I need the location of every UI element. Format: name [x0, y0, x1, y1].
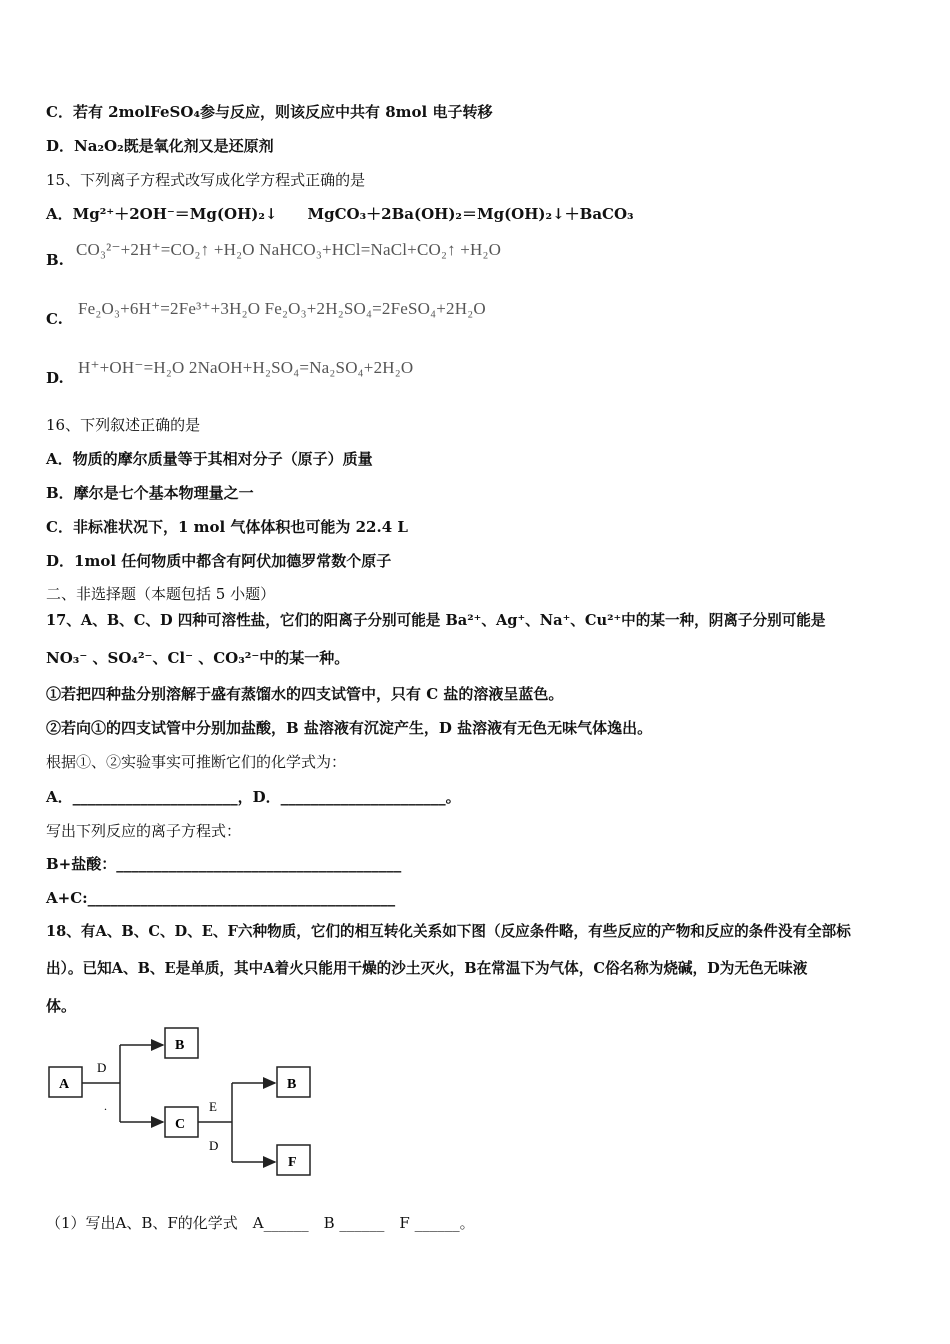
diagram-dot: .	[104, 1099, 107, 1113]
q17-instruction: 根据①、②实验事实可推断它们的化学式为：	[46, 753, 347, 771]
q17-statement-1: ①若把四种盐分别溶解于盛有蒸馏水的四支试管中，只有 C 盐的溶液呈蓝色。	[46, 685, 564, 703]
diagram-label-c: C	[175, 1117, 186, 1132]
diagram-label-b2: B	[287, 1077, 297, 1092]
q15-option-c-label: C.	[46, 310, 63, 328]
q18-subquestion-1[interactable]: （1）写出A、B、F的化学式 A______ B ______ F ______。	[46, 1214, 475, 1232]
q17-answer-blanks-a-d[interactable]: A．______________________，D．______________________。	[46, 788, 461, 806]
q15-option-d-equation: H⁺+OH⁻=H₂O 2NaOH+H₂SO₄=Na₂SO₄+2H₂O	[78, 358, 414, 377]
diagram-label-a: A	[59, 1077, 70, 1092]
diagram-label-b1: B	[175, 1038, 185, 1053]
q18-stem-line1: 18、有A、B、C、D、E、F六种物质，它们的相互转化关系如下图（反应条件略，有些反应的产物和反应的条件没有全部标	[46, 923, 851, 940]
diagram-arrow-label-d2: D	[209, 1138, 219, 1153]
q18-stem-line2: 出）。已知A、B、E是单质，其中A着火只能用干燥的沙土灭火，B在常温下为气体，C俗名称为烧碱，D为无色无味液	[46, 960, 808, 977]
q14-option-d: D．Na₂O₂既是氧化剂又是还原剂	[46, 137, 274, 155]
q17-stem-line1: 17、A、B、C、D 四种可溶性盐，它们的阳离子分别可能是 Ba²⁺、Ag⁺、Na⁺、Cu²⁺中的某一种，阴离子分别可能是	[46, 612, 826, 629]
diagram-arrow-label-d1: D	[97, 1060, 107, 1075]
q16-option-a: A．物质的摩尔质量等于其相对分子（原子）质量	[46, 450, 373, 468]
q17-blank-a-c[interactable]: A+C:_________________________________________	[46, 889, 396, 907]
q17-blank-b-hcl[interactable]: B+盐酸：______________________________________	[46, 855, 402, 873]
diagram-label-f: F	[288, 1155, 297, 1170]
q14-option-c: C．若有 2molFeSO₄参与反应，则该反应中共有 8mol 电子转移	[46, 103, 493, 121]
q18-conversion-diagram	[40, 1020, 330, 1185]
q15-option-d-label: D.	[46, 369, 64, 387]
q17-stem-line2: NO₃⁻ 、SO₄²⁻、Cl⁻ 、CO₃²⁻中的某一种。	[46, 649, 350, 667]
q15-option-a: A．Mg²⁺＋2OH⁻＝Mg(OH)₂↓ MgCO₃＋2Ba(OH)₂＝Mg(OH)₂↓＋BaCO₃	[46, 205, 634, 223]
q17-statement-2: ②若向①的四支试管中分别加盐酸，B 盐溶液有沉淀产生，D 盐溶液有无色无味气体逸出。	[46, 719, 653, 737]
q16-option-b: B．摩尔是七个基本物理量之一	[46, 484, 254, 502]
q16-stem: 16、下列叙述正确的是	[46, 416, 201, 434]
diagram-arrow-label-e: E	[209, 1099, 217, 1114]
q15-option-b-equation: CO₃²⁻+2H⁺=CO₂↑ +H₂O NaHCO₃+HCl=NaCl+CO₂↑ +H₂O	[76, 240, 502, 259]
q15-option-b-label: B.	[46, 251, 64, 269]
q15-stem: 15、下列离子方程式改写成化学方程式正确的是	[46, 171, 366, 189]
q16-option-d: D．1mol 任何物质中都含有阿伏加德罗常数个原子	[46, 552, 392, 570]
q15-option-c-equation: Fe₂O₃+6H⁺=2Fe³⁺+3H₂O Fe₂O₃+2H₂SO₄=2FeSO₄+2H₂O	[78, 299, 486, 318]
section-heading: 二、非选择题（本题包括 5 小题）	[46, 585, 276, 603]
q16-option-c: C．非标准状况下，1 mol 气体体积也可能为 22.4 L	[46, 518, 408, 536]
q18-stem-line3: 体。	[46, 997, 77, 1015]
q17-ionic-equation-prompt: 写出下列反应的离子方程式：	[46, 822, 242, 840]
